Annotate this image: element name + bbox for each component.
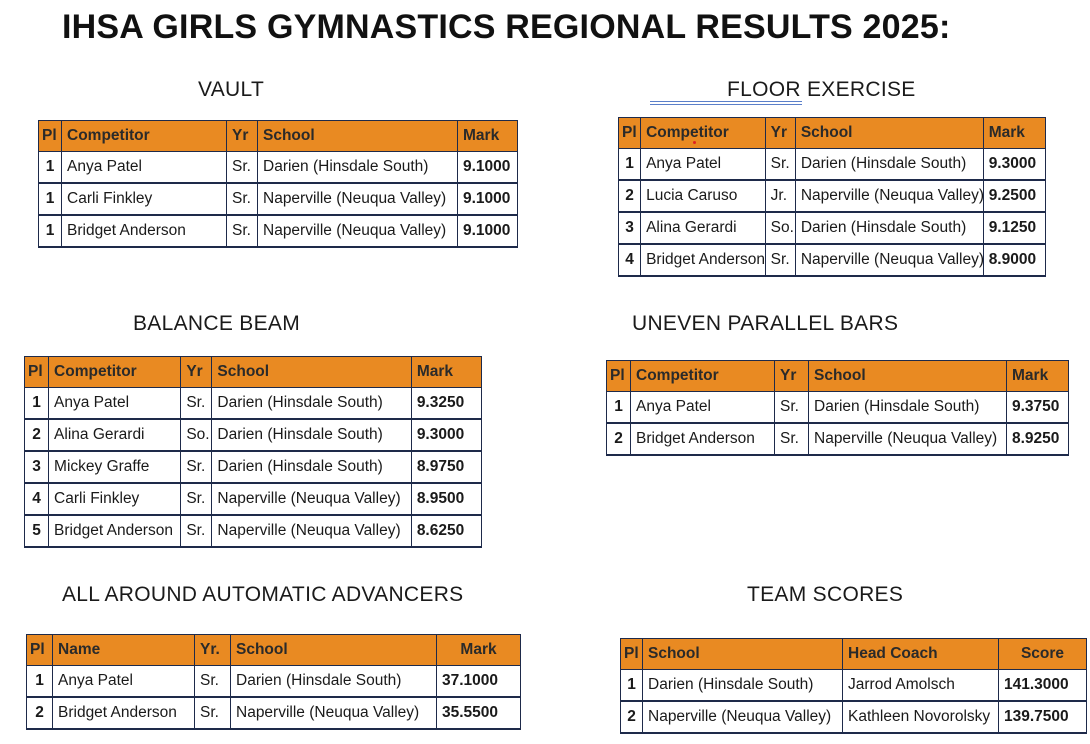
table-row (619, 244, 1046, 276)
table-cell: 3 (25, 451, 49, 483)
table-row (25, 515, 482, 547)
table-cell: 1 (39, 215, 62, 247)
beam-col-header: Pl (25, 357, 49, 388)
bars-table (606, 360, 1069, 456)
table-row (619, 212, 1046, 244)
table-row (607, 392, 1069, 424)
table-cell: Naperville (Neuqua Valley) (212, 515, 411, 547)
floor-table (618, 117, 1046, 277)
table-cell: So. (765, 212, 795, 244)
table-row (607, 423, 1069, 455)
vault-col-header: Yr (227, 121, 258, 152)
allaround-col-header: Yr. (195, 635, 231, 666)
beam-table (24, 356, 482, 548)
vault-heading: VAULT (198, 78, 265, 101)
table-row (619, 149, 1046, 181)
team-col-header: Pl (621, 639, 643, 670)
floor-col-header: Mark (983, 118, 1045, 149)
table-cell: Bridget Anderson (53, 697, 195, 729)
table-cell: Sr. (195, 666, 231, 698)
allaround-heading: ALL AROUND AUTOMATIC ADVANCERS (62, 583, 464, 606)
stray-mark (693, 141, 696, 144)
table-cell: 4 (619, 244, 641, 276)
table-row (25, 451, 482, 483)
team-col-header: Score (999, 639, 1087, 670)
beam-heading: BALANCE BEAM (133, 312, 300, 335)
table-cell: 9.1250 (983, 212, 1045, 244)
table-cell: Sr. (227, 152, 258, 184)
table-cell: So. (181, 419, 212, 451)
table-cell: Sr. (181, 388, 212, 420)
table-cell: 1 (621, 670, 643, 702)
table-cell: Sr. (195, 697, 231, 729)
table-cell: Anya Patel (53, 666, 195, 698)
table-cell: Mickey Graffe (49, 451, 181, 483)
table-cell: 2 (607, 423, 631, 455)
table-cell: Bridget Anderson (62, 215, 227, 247)
floor-heading: FLOOR EXERCISE (727, 78, 916, 101)
floor-col-header: Pl (619, 118, 641, 149)
floor-col-header: School (795, 118, 983, 149)
table-cell: Darien (Hinsdale South) (258, 152, 458, 184)
table-cell: 9.3000 (411, 419, 481, 451)
table-row (39, 183, 518, 215)
table-cell: Bridget Anderson (49, 515, 181, 547)
table-cell: Anya Patel (62, 152, 227, 184)
table-row (25, 419, 482, 451)
bars-heading: UNEVEN PARALLEL BARS (632, 312, 899, 335)
table-cell: Bridget Anderson (641, 244, 766, 276)
allaround-col-header: Pl (27, 635, 53, 666)
table-cell: Naperville (Neuqua Valley) (212, 483, 411, 515)
vault-col-header: School (258, 121, 458, 152)
table-cell: Darien (Hinsdale South) (212, 388, 411, 420)
table-cell: Sr. (181, 451, 212, 483)
vault-col-header: Competitor (62, 121, 227, 152)
table-row (25, 483, 482, 515)
table-cell: Naperville (Neuqua Valley) (258, 183, 458, 215)
team-heading: TEAM SCORES (747, 583, 904, 606)
vault-col-header: Pl (39, 121, 62, 152)
table-row (39, 215, 518, 247)
table-cell: Darien (Hinsdale South) (809, 392, 1007, 424)
table-cell: Sr. (775, 423, 809, 455)
table-cell: Sr. (765, 149, 795, 181)
table-cell: Sr. (775, 392, 809, 424)
table-cell: 8.9000 (983, 244, 1045, 276)
table-cell: 35.5500 (437, 697, 521, 729)
team-header-row (621, 639, 1087, 670)
table-cell: Alina Gerardi (641, 212, 766, 244)
table-cell: 1 (25, 388, 49, 420)
floor-header-row (619, 118, 1046, 149)
table-cell: Sr. (227, 183, 258, 215)
table-cell: Sr. (181, 483, 212, 515)
table-row (39, 152, 518, 184)
floor-col-header: Yr (765, 118, 795, 149)
table-cell: Naperville (Neuqua Valley) (795, 180, 983, 212)
allaround-col-header: Mark (437, 635, 521, 666)
table-cell: 9.2500 (983, 180, 1045, 212)
allaround-header-row (27, 635, 521, 666)
table-cell: Bridget Anderson (631, 423, 775, 455)
table-cell: Kathleen Novorolsky (843, 701, 999, 733)
table-cell: Naperville (Neuqua Valley) (795, 244, 983, 276)
table-cell: 9.1000 (458, 152, 518, 184)
table-cell: 139.7500 (999, 701, 1087, 733)
bars-header-row (607, 361, 1069, 392)
table-cell: 5 (25, 515, 49, 547)
table-cell: Carli Finkley (62, 183, 227, 215)
table-cell: Darien (Hinsdale South) (231, 666, 437, 698)
table-cell: 2 (621, 701, 643, 733)
table-cell: 4 (25, 483, 49, 515)
table-cell: 9.1000 (458, 183, 518, 215)
table-cell: Darien (Hinsdale South) (212, 419, 411, 451)
allaround-table (26, 634, 521, 730)
table-cell: Alina Gerardi (49, 419, 181, 451)
bars-col-header: Mark (1007, 361, 1069, 392)
table-cell: 1 (27, 666, 53, 698)
table-cell: 141.3000 (999, 670, 1087, 702)
allaround-col-header: School (231, 635, 437, 666)
table-cell: Naperville (Neuqua Valley) (231, 697, 437, 729)
table-cell: 8.9500 (411, 483, 481, 515)
table-cell: 3 (619, 212, 641, 244)
table-cell: 9.3000 (983, 149, 1045, 181)
table-cell: Anya Patel (49, 388, 181, 420)
table-row (25, 388, 482, 420)
table-cell: 1 (39, 183, 62, 215)
beam-col-header: Competitor (49, 357, 181, 388)
table-cell: Darien (Hinsdale South) (212, 451, 411, 483)
table-cell: 9.1000 (458, 215, 518, 247)
table-cell: Lucia Caruso (641, 180, 766, 212)
table-cell: 37.1000 (437, 666, 521, 698)
vault-col-header: Mark (458, 121, 518, 152)
table-cell: Naperville (Neuqua Valley) (809, 423, 1007, 455)
table-cell: Anya Patel (641, 149, 766, 181)
table-cell: 9.3250 (411, 388, 481, 420)
page-title: IHSA GIRLS GYMNASTICS REGIONAL RESULTS 2025: (62, 8, 951, 46)
beam-col-header: Yr (181, 357, 212, 388)
floor-col-header: Competitor (641, 118, 766, 149)
spellcheck-underline (650, 101, 802, 105)
table-cell: 1 (39, 152, 62, 184)
table-cell: Darien (Hinsdale South) (795, 212, 983, 244)
table-cell: Anya Patel (631, 392, 775, 424)
vault-table (38, 120, 518, 248)
table-row (27, 666, 521, 698)
table-row (27, 697, 521, 729)
table-cell: Darien (Hinsdale South) (795, 149, 983, 181)
vault-header-row (39, 121, 518, 152)
team-col-header: Head Coach (843, 639, 999, 670)
table-cell: 2 (619, 180, 641, 212)
table-cell: Jarrod Amolsch (843, 670, 999, 702)
table-cell: 2 (25, 419, 49, 451)
table-cell: 1 (619, 149, 641, 181)
table-cell: 8.9250 (1007, 423, 1069, 455)
team-table (620, 638, 1087, 734)
bars-col-header: School (809, 361, 1007, 392)
table-cell: 8.9750 (411, 451, 481, 483)
bars-col-header: Yr (775, 361, 809, 392)
table-cell: 8.6250 (411, 515, 481, 547)
table-cell: 1 (607, 392, 631, 424)
table-row (621, 701, 1087, 733)
table-cell: Sr. (181, 515, 212, 547)
table-cell: Jr. (765, 180, 795, 212)
table-cell: 2 (27, 697, 53, 729)
beam-col-header: School (212, 357, 411, 388)
bars-col-header: Pl (607, 361, 631, 392)
table-cell: Naperville (Neuqua Valley) (643, 701, 843, 733)
beam-header-row (25, 357, 482, 388)
team-col-header: School (643, 639, 843, 670)
allaround-col-header: Name (53, 635, 195, 666)
table-cell: Sr. (227, 215, 258, 247)
table-cell: Sr. (765, 244, 795, 276)
table-cell: Carli Finkley (49, 483, 181, 515)
beam-col-header: Mark (411, 357, 481, 388)
bars-col-header: Competitor (631, 361, 775, 392)
table-cell: Naperville (Neuqua Valley) (258, 215, 458, 247)
table-row (621, 670, 1087, 702)
table-row (619, 180, 1046, 212)
table-cell: Darien (Hinsdale South) (643, 670, 843, 702)
table-cell: 9.3750 (1007, 392, 1069, 424)
